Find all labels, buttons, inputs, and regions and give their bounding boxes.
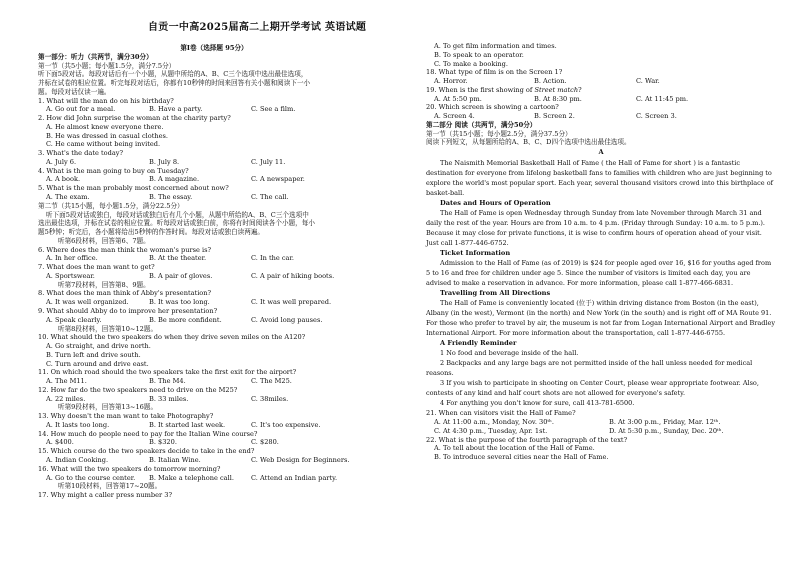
option-c: C. The M25. xyxy=(251,377,292,386)
question-15-options xyxy=(38,456,390,465)
option-a: A. The exam. xyxy=(46,193,90,202)
option-c: C. He came without being invited. xyxy=(46,140,161,149)
question-6: 6. Where does the man think the woman's purse is? xyxy=(38,245,212,254)
option-b: B. At 8:30 pm. xyxy=(534,94,582,103)
option-c: C. War. xyxy=(636,77,660,86)
reminder-2: 2 Backpacks and any large bags are not permitted inside of the hall unless needed for medical reasons. xyxy=(426,359,753,378)
option-c: C. Turn around and drive east. xyxy=(46,359,149,368)
option-a: A. Go to the course center. xyxy=(46,473,136,482)
option-b: B. Have a party. xyxy=(149,105,203,114)
option-b: B. It was too long. xyxy=(149,298,210,307)
option-a: A. Go out for a meal. xyxy=(46,105,116,114)
passage-label: A xyxy=(598,148,604,157)
section2-instruction-2: 选出最佳选项，并标在试卷的相应位置。听每段对话或独白前，你将有时间阅读各个小题，每小 xyxy=(38,219,315,228)
question-4-options xyxy=(38,175,390,184)
question-15: 15. Which course do the two speakers decide to take in the end? xyxy=(38,447,255,456)
question-14: 14. How much do people need to pay for the Italian Wine course? xyxy=(38,429,258,438)
option-a: A. Horror. xyxy=(434,77,468,86)
option-b: B. A magazine. xyxy=(149,175,200,184)
option-a: A. July 6. xyxy=(46,157,77,166)
option-b: B. It started last week. xyxy=(149,420,226,429)
question-21-options-cd xyxy=(426,427,776,436)
option-b: B. 33 miles. xyxy=(149,394,189,403)
option-c: C. The call. xyxy=(251,193,289,202)
question-mark: ? xyxy=(578,85,582,94)
material-9-note: 听第9段材料，回答第13~16题。 xyxy=(58,403,158,412)
part2-instruction: 阅读下列短文，从每题所给的A、B、C、D四个选项中选出最佳选项。 xyxy=(426,138,631,147)
right-column xyxy=(426,42,776,462)
option-a: A. In her office. xyxy=(46,254,98,263)
option-b: B. July 8. xyxy=(149,157,180,166)
material-6-note: 听第6段材料，回答第6、7题。 xyxy=(58,236,150,245)
option-b: B. To speak to an operator. xyxy=(434,50,524,59)
option-c: C. At 11:45 pm. xyxy=(636,94,689,103)
question-21-options-ab xyxy=(426,418,776,427)
option-b: B. Screen 2. xyxy=(534,112,575,121)
question-17: 17. Why might a caller press number 3? xyxy=(38,491,173,500)
subheading-dates: Dates and Hours of Operation xyxy=(440,199,551,208)
material-7-note: 听第7段材料，回答第8、9题。 xyxy=(58,280,150,289)
option-b: B. A pair of gloves. xyxy=(149,271,213,280)
exam-title: 自贡一中高2025届高二上期开学考试 英语试题 xyxy=(148,22,367,33)
question-3: 3. What's the date today? xyxy=(38,149,124,158)
section1-instruction-1: 听下面5段对话。每段对话后有一个小题，从题中所给的A、B、C三个选项中选出最佳选项， xyxy=(38,70,308,79)
option-c: C. Screen 3. xyxy=(636,112,677,121)
question-9-options xyxy=(38,316,390,325)
question-19-stem: 19. When is the first showing of xyxy=(426,85,535,94)
part2-section1-heading: 第一节（共15小题；每小题2.5分，满分37.5分） xyxy=(426,129,572,138)
part2-heading: 第二部分 阅读（共两节，满分50分） xyxy=(426,120,537,129)
option-c: C. Web Design for Beginners. xyxy=(251,455,350,464)
option-a: A. Speak clearly. xyxy=(46,315,102,324)
question-20-options xyxy=(426,112,776,121)
question-16: 16. What will the two speakers do tomorrow morning? xyxy=(38,464,221,473)
question-18: 18. What type of film is on the Screen 1? xyxy=(426,68,563,77)
option-c: C. In the car. xyxy=(251,254,294,263)
volume-heading: 第Ⅰ卷（选择题 95分） xyxy=(180,44,248,52)
subheading-travel: Travelling from All Directions xyxy=(440,289,551,298)
question-20: 20. Which screen is showing a cartoon? xyxy=(426,103,559,112)
option-b: B. Italian Wine. xyxy=(149,455,201,464)
question-18-options xyxy=(426,77,776,86)
question-19 xyxy=(426,86,776,95)
option-d: D. At 5:30 p.m., Sunday, Dec. 20ᵗʰ. xyxy=(609,426,724,435)
option-c: C. A newspaper. xyxy=(251,175,305,184)
option-b: B. He was dressed in casual clothes. xyxy=(46,131,168,140)
passage-paragraph-4: The Hall of Fame is conveniently located (位于) within driving distance from Boston (in the east), Albany (in the west), Vermont (in the north) and New York (in the south) and is right off of MA Route 91. For those who prefer to travel by air, the museum is not far from Logan International Airport and Bradley International Airport. For more information about the transportation, call 1-877-446-6755. xyxy=(426,298,775,338)
question-4: 4. What is the man going to buy on Tuesday? xyxy=(38,166,189,175)
question-1-options xyxy=(38,105,390,114)
option-a: A. Sportswear. xyxy=(46,271,95,280)
option-b: B. Be more confident. xyxy=(149,315,222,324)
question-9: 9. What should Abby do to improve her presentation? xyxy=(38,306,218,315)
option-c: C. 38miles. xyxy=(251,394,289,403)
question-13-options xyxy=(38,421,390,430)
question-5: 5. What is the man probably most concerned about now? xyxy=(38,184,229,193)
option-c: C. To make a booking. xyxy=(434,59,508,68)
left-column xyxy=(38,44,390,500)
option-a: A. 22 miles. xyxy=(46,394,86,403)
section1-instruction-2: 并标在试卷的相应位置。听完每段对话后，你都有10秒钟的时间来回答有关小题和阅读下一小 xyxy=(38,79,311,88)
question-13: 13. Why doesn't the man want to take Photography? xyxy=(38,412,214,421)
option-b: B. The M4. xyxy=(149,377,186,386)
question-14-options xyxy=(38,438,390,447)
option-b: B. The essay. xyxy=(149,193,193,202)
material-10-note: 听第10段材料，回答第17~20题。 xyxy=(58,482,162,491)
question-22: 22. What is the purpose of the fourth paragraph of the text? xyxy=(426,435,628,444)
question-11-options xyxy=(38,377,390,386)
option-b: B. At 3:00 p.m., Friday, Mar. 12ᵗʰ. xyxy=(609,418,721,427)
question-7: 7. What does the man want to get? xyxy=(38,263,155,272)
option-a: A. $400. xyxy=(46,438,74,447)
section1-instruction-3: 题。每段对话仅读一遍。 xyxy=(38,87,111,96)
option-b: B. Action. xyxy=(534,77,567,86)
question-16-options xyxy=(38,474,390,483)
question-10: 10. What should the two speakers do when they drive seven miles on the A120? xyxy=(38,333,306,342)
subheading-reminder: A Friendly Reminder xyxy=(440,339,517,348)
question-21: 21. When can visitors visit the Hall of Fame? xyxy=(426,409,576,418)
question-5-options xyxy=(38,193,390,202)
option-c: C. At 4:30 p.m., Tuesday, Apr. 1st. xyxy=(434,426,548,435)
option-c: C. It's too expensive. xyxy=(251,420,321,429)
question-3-options xyxy=(38,158,390,167)
question-12: 12. How far do the two speakers need to drive on the M25? xyxy=(38,385,238,394)
question-2: 2. How did John surprise the woman at the charity party? xyxy=(38,114,231,123)
question-6-options xyxy=(38,254,390,263)
question-8: 8. What does the man think of Abby's presentation? xyxy=(38,289,212,298)
option-b: B. At the theater. xyxy=(149,254,207,263)
option-a: A. Indian Cooking. xyxy=(46,455,109,464)
reminder-1: 1 No food and beverage inside of the hall. xyxy=(440,348,579,357)
option-c: C. See a film. xyxy=(251,105,296,114)
option-c: C. $280. xyxy=(251,438,279,447)
passage-paragraph-1: The Naismith Memorial Basketball Hall of Fame ( the Hall of Fame for short ) is a fantastic destination for everyone from lifelong basketball fans to families with children who are just beginning to explore the world's most popular sport. Each year, several thousand visitors crowd into this birthplace of basket-ball. xyxy=(426,158,774,198)
film-title: Street match xyxy=(534,85,579,94)
reminder-3: 3 If you wish to participate in shooting on Center Court, please wear appropriate footwear. Also, contests of any kind and half court shots are not allowed for everyone's safety. xyxy=(426,379,759,398)
option-a: A. The M11. xyxy=(46,377,87,386)
option-c: C. A pair of hiking boots. xyxy=(251,271,335,280)
section2-heading: 第二节（共15小题，每小题1.5分，满分22.5分） xyxy=(38,201,184,210)
option-a: A. It was well organized. xyxy=(46,298,129,307)
option-a: A. Go straight, and drive north. xyxy=(46,342,151,351)
subheading-ticket: Ticket Information xyxy=(440,249,511,258)
option-b: B. To introduce several cities near the Hall of Fame. xyxy=(434,453,609,462)
option-a: A. To tell about the location of the Hall of Fame. xyxy=(434,444,595,453)
reminder-4: 4 For anything you don't know for sure, call 413-781-6500. xyxy=(440,399,635,408)
option-a: A. He almost knew everyone there. xyxy=(46,122,164,131)
question-7-options xyxy=(38,272,390,281)
option-c: C. Avoid long pauses. xyxy=(251,315,323,324)
material-8-note: 听第8段材料，回答第10~12题。 xyxy=(58,324,158,333)
option-a: A. A book. xyxy=(46,175,81,184)
option-c: C. Attend an Indian party. xyxy=(251,473,338,482)
option-a: A. To get film information and times. xyxy=(434,42,557,50)
option-a: A. Screen 4. xyxy=(434,112,475,121)
option-c: C. It was well prepared. xyxy=(251,298,332,307)
option-a: A. It lasts too long. xyxy=(46,420,110,429)
section2-instruction-1: 听下面5段对话或独白，每段对话或独白后有几个小题，从题中所给的A、B、C三个选项中 xyxy=(46,210,309,219)
option-a: A. At 5:50 pm. xyxy=(434,94,482,103)
question-8-options xyxy=(38,298,390,307)
option-c: C. July 11. xyxy=(251,157,286,166)
option-b: B. Turn left and drive south. xyxy=(46,350,141,359)
section2-instruction-3: 题5秒钟；听完后，各小题将给出5秒钟的作答时间。每段对话或独白读两遍。 xyxy=(38,228,264,237)
question-11: 11. On which road should the two speakers take the first exit for the airport? xyxy=(38,368,297,377)
passage-paragraph-2: The Hall of Fame is open Wednesday through Sunday from late November through March 31 and daily the rest of the year. Hours are from 10 a.m. to 4 p.m. (Friday through Sunday: 10 a.m. to 5 p.m.). Because it may close for private functions, it is wise to confirm hours of operation ahead of your visit. Just call 1-877-446-6752. xyxy=(426,208,765,248)
passage-paragraph-3: Admission to the Hall of Fame (as of 2019) is $24 for people aged over 16, $16 for youths aged from 5 to 16 and free for children under age 5. Since the number of visitors is limited each day, you are advised to make a reservation in advance. For more information, please call 1-877-466-6831. xyxy=(426,258,772,288)
option-b: B. $320. xyxy=(149,438,177,447)
question-19-options xyxy=(426,95,776,104)
question-1: 1. What will the man do on his birthday? xyxy=(38,96,174,105)
option-a: A. At 11:00 a.m., Monday, Nov. 30ᵗʰ. xyxy=(434,418,555,427)
option-b: B. Make a telephone call. xyxy=(149,473,234,482)
section1-heading: 第一节（共5小题；每小题1.5分，满分7.5分） xyxy=(38,61,176,70)
part1-heading: 第一部分：听力（共两节，满分30分） xyxy=(38,52,153,61)
